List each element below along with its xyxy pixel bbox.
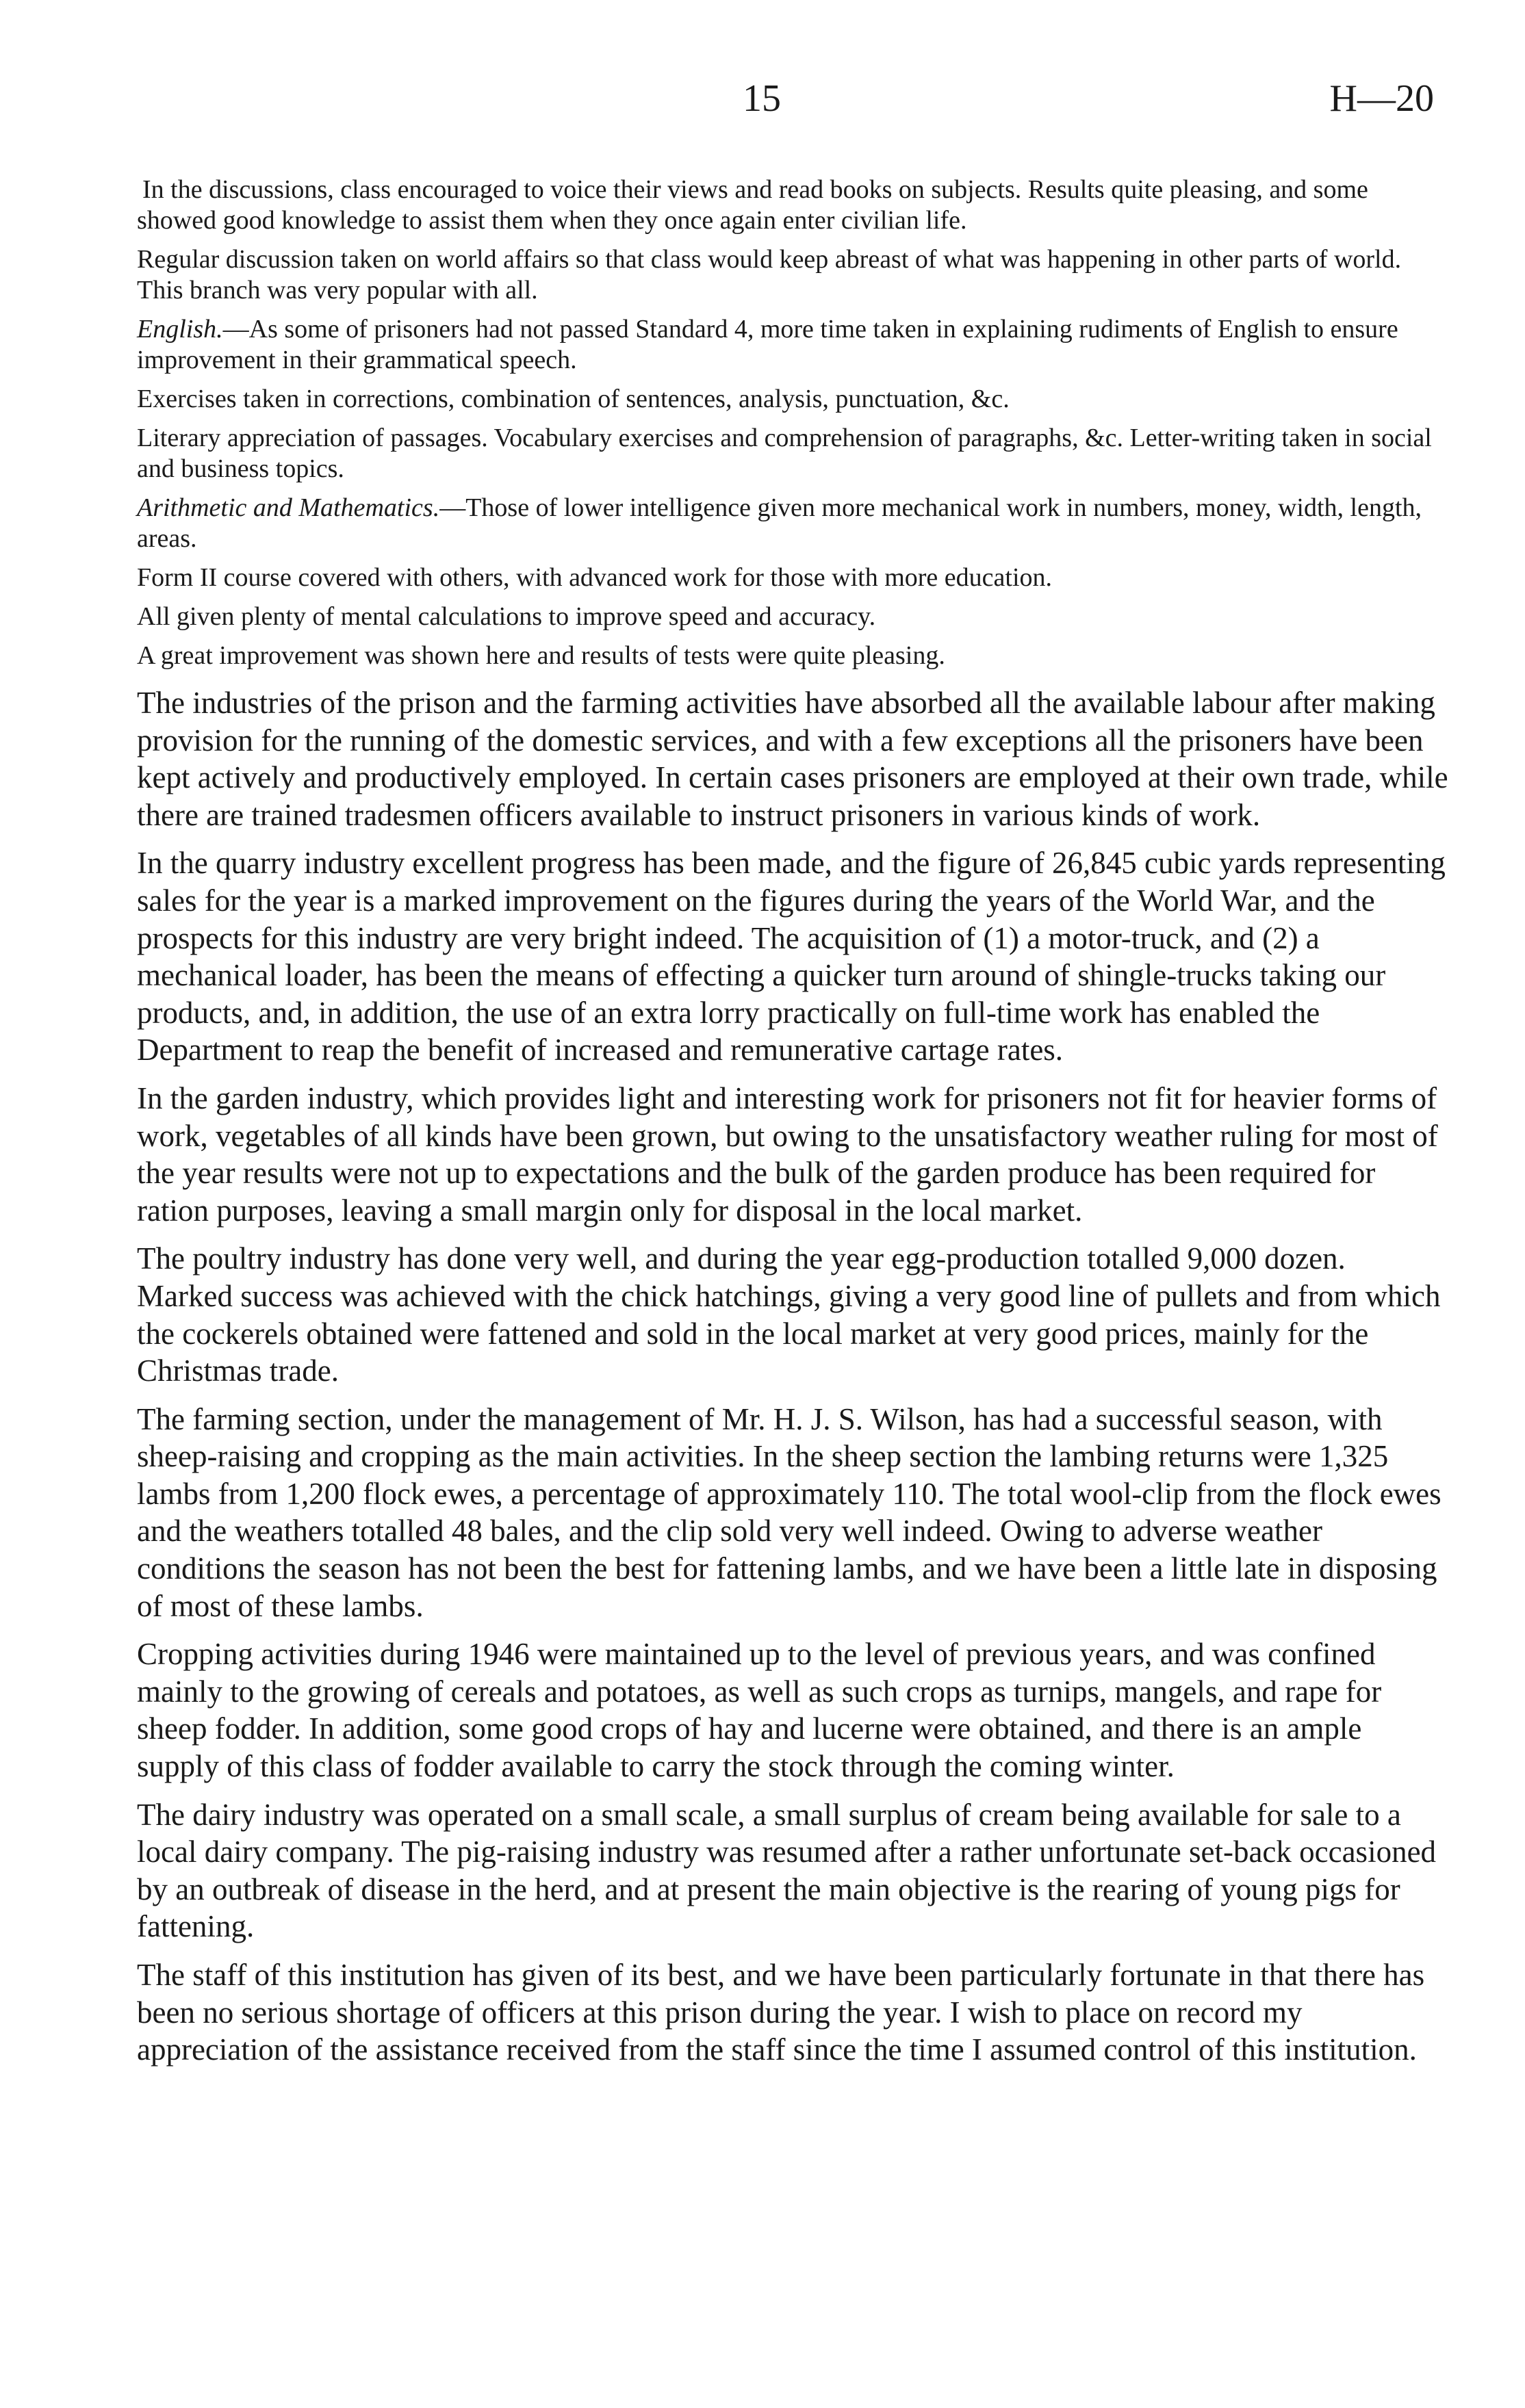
body-paragraph-industries: The industries of the prison and the farming activities have absorbed all the available labour after making provision for the running of the domestic services, and with a few exceptions all the prisoners have been kept actively and productively employed. In certain cases prisoners are employed at their own trade, while there are trained tradesmen officers available to instruct prisoners in various kinds of work. — [137, 686, 1448, 832]
note-paragraph — [137, 423, 1448, 484]
body-paragraph-quarry: In the quarry industry excellent progress has been made, and the figure of 26,845 cubic yards representing sales for the year is a marked improvement on the figures during the years of the World War, and the prospects for this industry are very bright indeed. The acquisition of (1) a motor-truck, and (2) a mechanical loader, has been the means of effecting a quicker turn around of shingle-trucks taking our products, and, in addition, the use of an extra lorry practically on full-time work has enabled the Department to reap the benefit of increased and remunerative cartage rates. — [137, 846, 1446, 1067]
note-paragraph — [137, 314, 1448, 376]
note-text: Literary appreciation of passages. Vocabulary exercises and comprehension of paragraphs, &c. Letter-writing taken in social and business topics. — [137, 424, 1432, 483]
education-notes — [137, 174, 1448, 679]
page-number: 15 — [743, 77, 781, 120]
note-heading-arithmetic: Arithmetic and Mathematics. — [137, 493, 440, 522]
body-paragraph-staff: The staff of this institution has given of its best, and we have been particularly fortunate in that there has been no serious shortage of officers at this prison during the year. I wish to place on record my appreciation of the assistance received from the staff since the time I assumed control of this institution. — [137, 1958, 1425, 2067]
note-paragraph — [137, 384, 1448, 415]
note-text: Form II course covered with others, with advanced work for those with more education. — [137, 563, 1052, 592]
body-paragraph-cropping: Cropping activities during 1946 were maintained up to the level of previous years, and was confined mainly to the growing of cereals and potatoes, as well as such crops as turnips, mangels, and rape for sheep fodder. In addition, some good crops of hay and lucerne were obtained, and there is an ample supply of this class of fodder available to carry the stock through the coming winter. — [137, 1637, 1382, 1784]
note-text: —Those of lower intelligence given more mechanical work in numbers, money, width, length, areas. — [137, 493, 1422, 553]
document-reference: H—20 — [1329, 77, 1434, 120]
body-paragraph-farming: The farming section, under the management of Mr. H. J. S. Wilson, has had a successful season, with sheep-raising and cropping as the main activities. In the sheep section the lambing returns were 1,325 lambs from 1,200 flock ewes, a percentage of approximately 110. The total wool-clip from the flock ewes and the weathers totalled 48 bales, and the clip sold very well indeed. Owing to adverse weather conditions the season has not been the best for fattening lambs, and we have been a little late in disposing of most of these lambs. — [137, 1401, 1441, 1623]
note-heading-english: English. — [137, 315, 223, 344]
note-text: A great improvement was shown here and results of tests were quite pleasing. — [137, 641, 945, 670]
note-text: In the discussions, class encouraged to voice their views and read books on subjects. Results quite pleasing, and some showed good knowledge to assist them when they once again enter civilian life. — [137, 175, 1368, 235]
note-paragraph — [137, 244, 1448, 306]
body-paragraph-garden: In the garden industry, which provides light and interesting work for prisoners not fit for heavier forms of work, vegetables of all kinds have been grown, but owing to the unsatisfactory weather ruling for most of the year results were not up to expectations and the bulk of the garden produce has been required for ration purposes, leaving a small margin only for disposal in the local market. — [137, 1080, 1438, 1228]
body-paragraph-dairy: The dairy industry was operated on a small scale, a small surplus of cream being available for sale to a local dairy company. The pig-raising industry was resumed after a rather unfortunate set-back occasioned by an outbreak of disease in the herd, and at present the main objective is the rearing of young pigs for fattening. — [137, 1797, 1437, 1944]
report-body — [137, 684, 1448, 2080]
note-paragraph — [137, 640, 1448, 671]
note-paragraph — [137, 562, 1448, 593]
note-text: Regular discussion taken on world affairs so that class would keep abreast of what was happening in other parts of world. This branch was very popular with all. — [137, 245, 1402, 305]
note-text: —As some of prisoners had not passed Standard 4, more time taken in explaining rudiments of English to ensure improvement in their grammatical speech. — [137, 315, 1398, 374]
note-text: Exercises taken in corrections, combination of sentences, analysis, punctuation, &c. — [137, 385, 1010, 413]
note-paragraph — [137, 174, 1448, 236]
body-paragraph-poultry: The poultry industry has done very well, and during the year egg-production totalled 9,000 dozen. Marked success was achieved with the chick hatchings, giving a very good line of pullets and from which the cockerels obtained were fattened and sold in the local market at very good prices, mainly for the Christmas trade. — [137, 1241, 1441, 1388]
note-text: All given plenty of mental calculations to improve speed and accuracy. — [137, 602, 876, 631]
note-paragraph — [137, 493, 1448, 554]
note-paragraph — [137, 601, 1448, 632]
